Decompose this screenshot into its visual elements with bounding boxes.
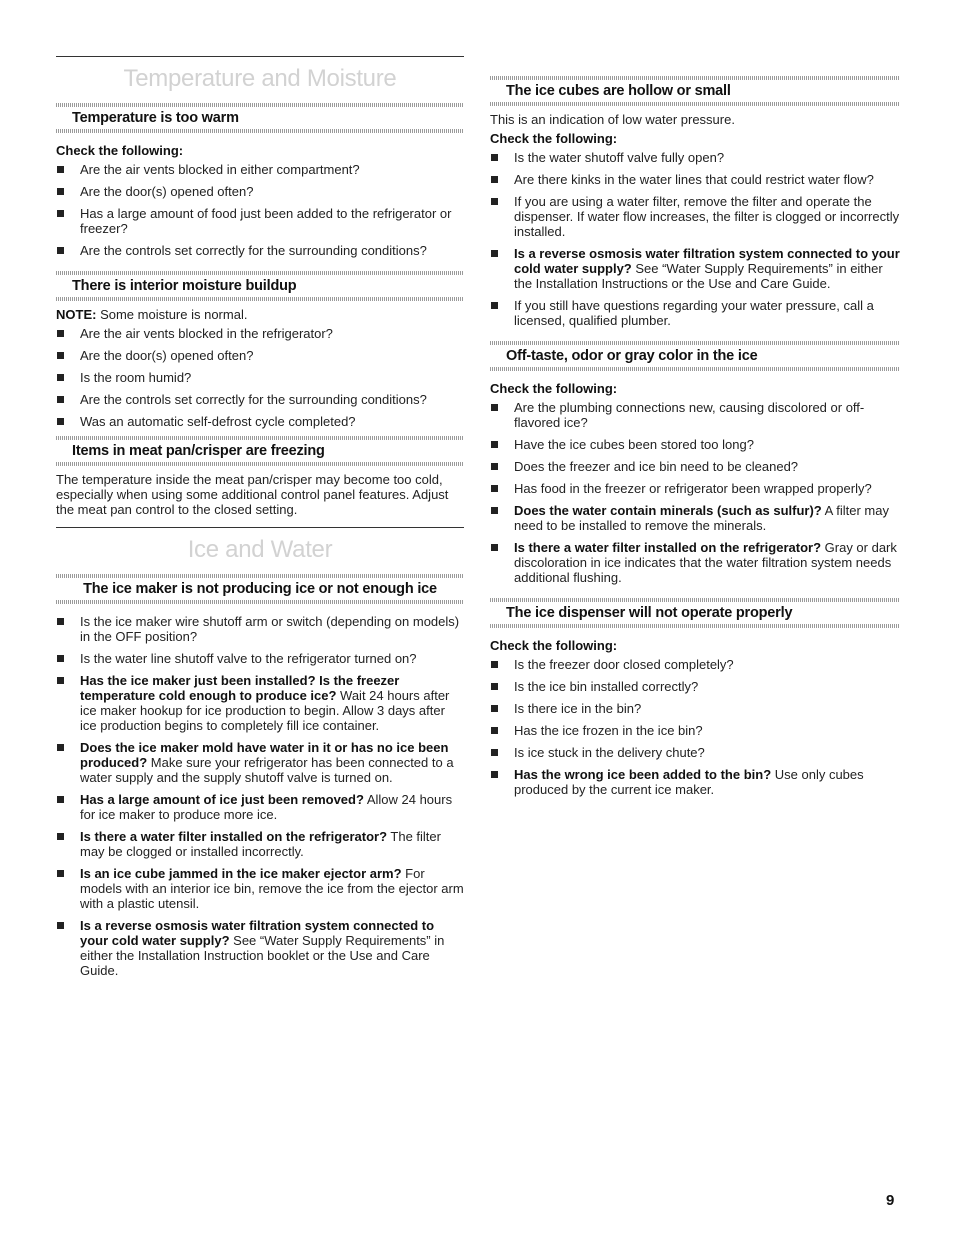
check-label: Check the following: [56, 143, 184, 158]
list-item: Is an ice cube jammed in the ice maker ejector arm? For models with an interior ice bin, remove the ice from the ejector arm with a plastic utensil. [56, 866, 464, 911]
list-item: Are there kinks in the water lines that could restrict water flow? [490, 172, 900, 187]
list-item: Are the controls set correctly for the surrounding conditions? [56, 392, 464, 407]
subheading-off-taste: Off-taste, odor or gray color in the ice [506, 348, 758, 364]
list-item: Are the controls set correctly for the surrounding conditions? [56, 243, 464, 258]
list-item: Are the door(s) opened often? [56, 184, 464, 199]
list-item: Is the water line shutoff valve to the refrigerator turned on? [56, 651, 464, 666]
list-item: Is the freezer door closed completely? [490, 657, 900, 672]
freezing-text: The temperature inside the meat pan/crisper may become too cold, especially when using some additional control panel features. Adjust the meat pan control to the closed setting. [56, 472, 449, 517]
list-item: Is the water shutoff valve fully open? [490, 150, 900, 165]
list-item: Is the ice bin installed correctly? [490, 679, 900, 694]
list-item: Are the air vents blocked in the refrigerator? [56, 326, 464, 341]
subheading-hollow: The ice cubes are hollow or small [506, 83, 731, 99]
hollow-intro: This is an indication of low water pressure. [490, 112, 735, 127]
subheading-dispenser: The ice dispenser will not operate properly [506, 605, 793, 621]
list-item: Is ice stuck in the delivery chute? [490, 745, 900, 760]
left-column [56, 56, 464, 985]
list-item: Does the water contain minerals (such as sulfur)? A filter may need to be installed to remove the minerals. [490, 503, 900, 533]
list-item: Are the door(s) opened often? [56, 348, 464, 363]
list-item: Has the ice frozen in the ice bin? [490, 723, 900, 738]
list-item: Has food in the freezer or refrigerator been wrapped properly? [490, 481, 900, 496]
divider [490, 624, 900, 628]
list-item: Was an automatic self-defrost cycle completed? [56, 414, 464, 429]
list-item: Is there ice in the bin? [490, 701, 900, 716]
divider [56, 462, 464, 466]
dispenser-list [490, 657, 900, 797]
list-item: Have the ice cubes been stored too long? [490, 437, 900, 452]
list-item: Has a large amount of food just been added to the refrigerator or freezer? [56, 206, 464, 236]
list-item: Is a reverse osmosis water filtration system connected to your cold water supply? See “Water Supply Requirements” in either the Installation Instruction booklet or the Use and Care Guide. [56, 918, 464, 978]
note-label: NOTE: [56, 307, 97, 322]
list-item: If you still have questions regarding your water pressure, call a licensed, qualified plumber. [490, 298, 900, 328]
list-item: Are the plumbing connections new, causing discolored or off-flavored ice? [490, 400, 900, 430]
off-taste-list [490, 400, 900, 585]
too-warm-list [56, 162, 464, 258]
subheading-moisture: There is interior moisture buildup [72, 278, 297, 294]
section-title-temperature-moisture: Temperature and Moisture [123, 65, 397, 92]
list-item: Has the ice maker just been installed? Is the freezer temperature cold enough to produce ice? Wait 24 hours after ice maker hookup for ice production to begin. Allow 3 days after ice production begins to completely fill ice container. [56, 673, 464, 733]
list-item: Is there a water filter installed on the refrigerator? The filter may be clogged or installed incorrectly. [56, 829, 464, 859]
note-text: Some moisture is normal. [96, 307, 248, 322]
note [56, 307, 464, 322]
subheading-ice-maker: The ice maker is not producing ice or not enough ice [83, 581, 437, 597]
check-label: Check the following: [490, 131, 618, 146]
list-item: Does the ice maker mold have water in it or has no ice been produced? Make sure your refrigerator has been connected to a water supply and the supply shutoff valve is turned on. [56, 740, 464, 785]
section-rule [56, 527, 464, 528]
check-label: Check the following: [490, 638, 618, 653]
list-item: If you are using a water filter, remove the filter and operate the dispenser. If water flow increases, the filter is clogged or incorrectly installed. [490, 194, 900, 239]
top-rule [56, 56, 464, 57]
list-item: Is a reverse osmosis water filtration system connected to your cold water supply? See “Water Supply Requirements” in either the Installation Instructions or the Use and Care Guide. [490, 246, 900, 291]
moisture-list [56, 326, 464, 429]
section-title-ice-water: Ice and Water [187, 536, 333, 563]
hollow-list [490, 150, 900, 328]
page-number: 9 [886, 1192, 895, 1209]
list-item: Is the room humid? [56, 370, 464, 385]
list-item: Has the wrong ice been added to the bin? Use only cubes produced by the current ice maker. [490, 767, 900, 797]
ice-maker-list [56, 614, 464, 978]
list-item: Does the freezer and ice bin need to be cleaned? [490, 459, 900, 474]
right-column [490, 56, 900, 804]
list-item: Has a large amount of ice just been removed? Allow 24 hours for ice maker to produce more ice. [56, 792, 464, 822]
subheading-freezing: Items in meat pan/crisper are freezing [72, 443, 325, 459]
divider [490, 367, 900, 371]
divider [490, 102, 900, 106]
list-item: Are the air vents blocked in either compartment? [56, 162, 464, 177]
list-item: Is the ice maker wire shutoff arm or switch (depending on models) in the OFF position? [56, 614, 464, 644]
divider [56, 129, 464, 133]
list-item: Is there a water filter installed on the refrigerator? Gray or dark discoloration in ice indicates that the water filtration system needs additional flushing. [490, 540, 900, 585]
divider [56, 297, 464, 301]
check-label: Check the following: [490, 381, 618, 396]
subheading-too-warm: Temperature is too warm [72, 110, 239, 126]
